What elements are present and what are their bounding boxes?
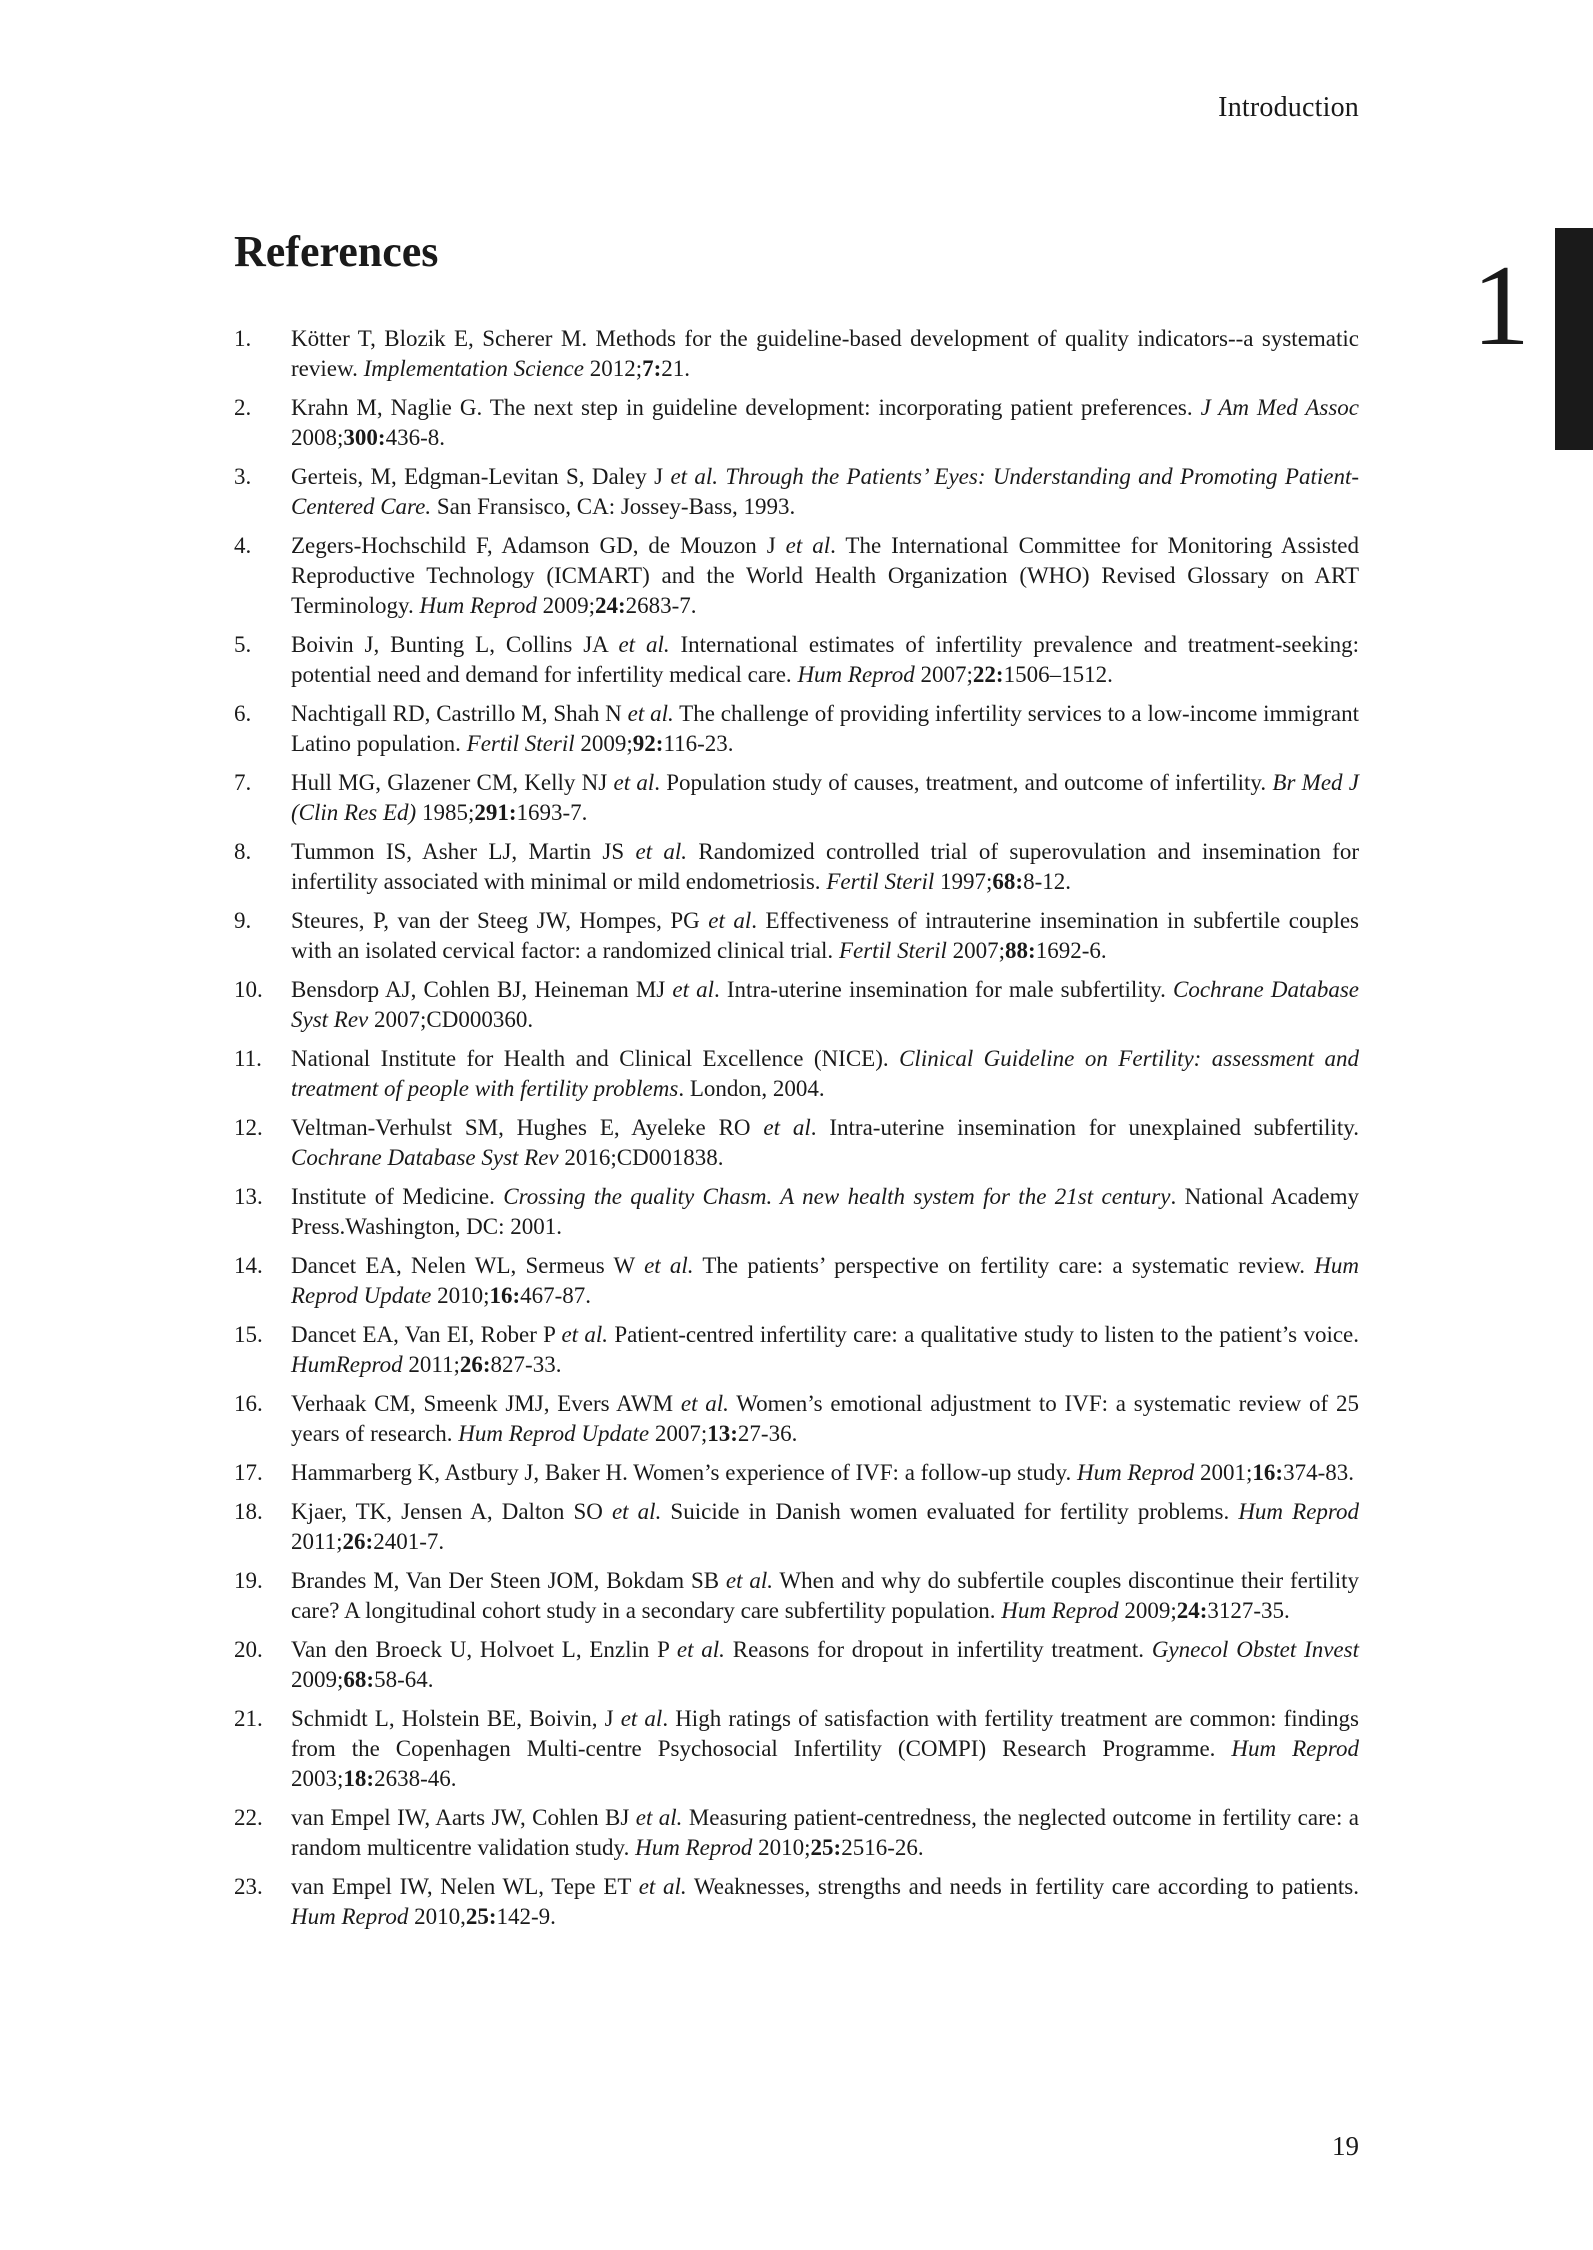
reference-text: . High ratings of satisfaction with fertility treatment are common: findings from the Copenhagen Multi-centre Psychosocial Infertility (COMPI) Research Programme. [291,1705,1359,1761]
reference-number: 8. [234,838,252,864]
reference-text: Weaknesses, strengths and needs in fertility care according to patients. [686,1873,1359,1899]
reference-text: Bensdorp AJ, Cohlen BJ, Heineman MJ [291,976,673,1002]
reference-text: 2007; [649,1420,708,1446]
reference-volume: 24: [594,593,626,619]
reference-number: 16. [234,1390,263,1416]
reference-text: 2516-26. [841,1834,924,1860]
reference-text: 2016;CD001838. [558,1145,724,1171]
reference-text: Dancet EA, Van EI, Rober P [291,1321,562,1347]
reference-text: . Intra-uterine insemination for male subfertility. [714,976,1173,1002]
reference-text: Nachtigall RD, Castrillo M, Shah N [291,701,628,727]
reference-italic-text: et al. [618,632,670,658]
reference-volume: 25: [465,1903,497,1929]
reference-italic-text: et al. [725,1567,773,1593]
reference-number: 5. [234,632,252,658]
reference-text: 142-9. [496,1903,556,1929]
reference-volume: 16: [1252,1459,1284,1485]
reference-item [234,1635,1359,1695]
reference-number: 20. [234,1636,263,1662]
reference-text: International estimates of infertility prevalence and treatment-seeking: potential need and demand for infertility medical care. [291,632,1360,688]
chapter-tab-marker [1555,228,1593,450]
reference-text: 2001; [1194,1459,1253,1485]
reference-text: Suicide in Danish women evaluated for fertility problems. [661,1498,1239,1524]
reference-text: 1985; [416,800,475,826]
reference-text: van Empel IW, Nelen WL, Tepe ET [291,1873,639,1899]
reference-volume: 26: [342,1528,374,1554]
reference-text: . The International Committee for Monitoring Assisted Reproductive Technology (ICMART) and the World Health Organization (WHO) Revised Glossary on ART Terminology. [291,532,1359,619]
reference-italic-text: Hum Reprod [797,662,915,688]
reference-italic-text: et al. Through the Patients’ Eyes: Understanding and Promoting Patient-Centered Care. [291,463,1359,520]
reference-text: Patient-centred infertility care: a qualitative study to listen to the patient’s voice. [608,1321,1360,1347]
reference-item [234,1113,1359,1173]
reference-text: Reasons for dropout in infertility treatment. [724,1636,1152,1662]
reference-text: 2003; [291,1765,344,1791]
reference-text: 1506–1512. [1003,662,1113,688]
reference-text: 2011; [291,1528,343,1554]
reference-italic-text: Crossing the quality Chasm. A new health system for the 21st century [503,1183,1171,1209]
reference-text: 436-8. [385,425,445,451]
reference-italic-text: et al. [611,1498,662,1524]
reference-item [234,531,1359,621]
reference-text: Kötter T, Blozik E, Scherer M. Methods for the guideline-based development of quality indicators--a systematic review. [291,326,1359,382]
reference-number: 1. [234,326,252,351]
reference-text: Brandes M, Van Der Steen JOM, Bokdam SB [291,1567,726,1593]
reference-italic-text: et al. [676,1636,725,1662]
reference-number: 4. [234,532,252,558]
reference-number: 13. [234,1183,263,1209]
reference-text: Zegers-Hochschild F, Adamson GD, de Mouzon J [291,532,786,558]
reference-text: Institute of Medicine. [291,1183,504,1209]
reference-number: 2. [234,394,252,420]
reference-italic-text: Hum Reprod [1001,1597,1119,1623]
reference-item [234,393,1359,453]
reference-item [234,1044,1359,1104]
reference-text: 116-23. [663,731,734,757]
reference-number: 12. [234,1114,263,1140]
reference-text: Steures, P, van der Steeg JW, Hompes, PG [291,907,709,933]
reference-text: National Institute for Health and Clinical Excellence (NICE). [291,1045,900,1071]
reference-text: Hull MG, Glazener CM, Kelly NJ [291,770,614,795]
reference-text: 58-64. [374,1666,434,1692]
reference-text: . London, 2004. [678,1076,825,1102]
reference-text: 2009; [574,731,633,757]
reference-text: 374-83. [1283,1459,1355,1485]
reference-volume: 18: [343,1765,375,1791]
reference-text: 2008; [291,425,344,451]
reference-italic-text: Fertil Steril [826,869,935,895]
reference-text: When and why do subfertile couples discontinue their fertility care? A longitudinal cohort study in a secondary care subfertility population. [291,1567,1359,1623]
reference-number: 7. [234,770,252,795]
reference-italic-text: et al. [680,1390,729,1416]
reference-text: 2010, [408,1903,466,1929]
reference-item [234,1251,1359,1311]
reference-number: 3. [234,463,252,489]
reference-text: van Empel IW, Aarts JW, Cohlen BJ [291,1804,636,1830]
reference-text: Van den Broeck U, Holvoet L, Enzlin P [291,1636,677,1662]
reference-text: Women’s emotional adjustment to IVF: a systematic review of 25 years of research. [291,1390,1359,1446]
reference-number: 19. [234,1567,263,1593]
reference-text: Tummon IS, Asher LJ, Martin JS [291,838,636,864]
reference-number: 14. [234,1252,263,1278]
reference-italic-text: Cochrane Database Syst Rev [291,976,1359,1033]
reference-text: 2007; [946,938,1006,964]
reference-text: Krahn M, Naglie G. The next step in guideline development: incorporating patient preferences. [291,394,1201,420]
reference-text: 2401-7. [373,1528,445,1554]
reference-item [234,837,1359,897]
reference-italic-text: HumReprod [291,1351,403,1377]
reference-text: Dancet EA, Nelen WL, Sermeus W [291,1252,645,1278]
reference-item [234,768,1359,828]
reference-italic-text: Hum Reprod Update [291,1252,1359,1308]
reference-italic-text: Hum Reprod [1238,1498,1359,1524]
reference-number: 11. [234,1045,262,1071]
reference-text: Veltman-Verhulst SM, Hughes E, Ayeleke RO [291,1114,764,1140]
reference-number: 17. [234,1459,263,1485]
reference-italic-text: Implementation Science [363,356,584,382]
reference-text: 1693-7. [516,800,588,826]
reference-text: Boivin J, Bunting L, Collins JA [291,632,619,658]
reference-italic-text: et al [763,1114,811,1140]
reference-text: 2009; [1118,1597,1177,1623]
reference-text: 2638-46. [374,1765,457,1791]
reference-item [234,1566,1359,1626]
reference-italic-text: Br Med J (Clin Res Ed) [291,770,1359,826]
reference-text: 2011; [402,1351,460,1377]
reference-number: 9. [234,907,252,933]
reference-volume: 22: [972,662,1004,688]
reference-italic-text: et al. [635,838,688,864]
reference-italic-text: Fertil Steril [838,938,947,964]
reference-number: 15. [234,1321,263,1347]
reference-text: . National Academy Press.Washington, DC: 2001. [291,1183,1359,1239]
reference-text: 2007; [914,662,973,688]
reference-list [234,324,1359,1941]
reference-text: . Population study of causes, treatment, and outcome of infertility. [654,770,1273,795]
reference-volume: 88: [1005,938,1036,964]
reference-italic-text: Hum Reprod [419,593,537,619]
reference-text: 2009; [536,593,595,619]
reference-text: The patients’ perspective on fertility care: a systematic review. [693,1252,1315,1278]
reference-italic-text: et al. [635,1804,683,1830]
reference-volume: 24: [1176,1597,1208,1623]
reference-text: Gerteis, M, Edgman-Levitan S, Daley J [291,463,671,489]
reference-text: 467-87. [520,1282,592,1308]
reference-volume: 291: [474,800,517,826]
reference-italic-text: Hum Reprod [1231,1735,1359,1761]
reference-text: 2683-7. [625,593,697,619]
reference-italic-text: Hum Reprod [1076,1459,1195,1485]
running-head: Introduction [1218,92,1359,123]
reference-item [234,324,1359,384]
reference-italic-text: et al [613,770,655,795]
reference-volume: 26: [459,1351,491,1377]
reference-volume: 68: [992,869,1024,895]
reference-number: 18. [234,1498,263,1524]
reference-italic-text: et al [708,907,752,933]
page-number: 19 [1332,2131,1359,2161]
reference-volume: 92: [632,731,664,757]
reference-number: 23. [234,1873,263,1899]
reference-volume: 7: [642,356,662,382]
reference-italic-text: Cochrane Database Syst Rev [291,1145,559,1171]
reference-volume: 25: [810,1834,842,1860]
reference-item [234,975,1359,1035]
reference-text: 2010; [752,1834,811,1860]
reference-text: 827-33. [490,1351,562,1377]
reference-italic-text: Clinical Guideline on Fertility: assessment and treatment of people with fertility problems [291,1045,1359,1102]
reference-item [234,1497,1359,1557]
reference-text: 2012; [583,356,643,382]
reference-text: 2010; [431,1282,490,1308]
reference-number: 22. [234,1804,263,1830]
reference-text: 8-12. [1023,869,1072,895]
reference-text: 2007;CD000360. [368,1007,534,1033]
reference-text: 27-36. [737,1420,798,1446]
reference-number: 21. [234,1705,263,1731]
reference-italic-text: Hum Reprod [635,1834,753,1860]
reference-item [234,1458,1359,1488]
reference-text: The challenge of providing infertility services to a low-income immigrant Latino population. [291,701,1359,757]
reference-text: Kjaer, TK, Jensen A, Dalton SO [291,1498,612,1524]
reference-text: 1692-6. [1035,938,1107,964]
reference-item [234,1182,1359,1242]
reference-italic-text: et al [620,1705,663,1731]
reference-italic-text: Hum Reprod [291,1903,409,1929]
reference-text: 1997; [934,869,993,895]
reference-italic-text: Hum Reprod Update [458,1420,650,1446]
chapter-number: 1 [1472,242,1530,370]
reference-text: . Effectiveness of intrauterine insemination in subfertile couples with an isolated cervical factor: a randomized clinical trial. [291,907,1359,964]
reference-item [234,1704,1359,1794]
reference-text: 3127-35. [1207,1597,1290,1623]
reference-italic-text: et al. [638,1873,687,1899]
reference-text: Hammarberg K, Astbury J, Baker H. Women’s experience of IVF: a follow-up study. [291,1459,1077,1485]
reference-italic-text: J Am Med Assoc [1200,394,1359,420]
reference-italic-text: Fertil Steril [466,731,575,757]
reference-text: 21. [661,356,690,382]
reference-item [234,1320,1359,1380]
reference-italic-text: et al. [561,1321,609,1347]
reference-italic-text: et al. [627,701,674,727]
reference-text: Randomized controlled trial of superovulation and insemination for infertility associated with minimal or mild endometriosis. [291,838,1359,895]
reference-text: Verhaak CM, Smeenk JMJ, Evers AWM [291,1390,681,1416]
reference-italic-text: et al. [644,1252,694,1278]
reference-item [234,906,1359,966]
reference-text: 2009; [291,1666,344,1692]
reference-item [234,1389,1359,1449]
reference-text: Measuring patient-centredness, the neglected outcome in fertility care: a random multicentre validation study. [291,1804,1359,1860]
reference-item [234,1803,1359,1863]
section-title: References [234,227,439,276]
reference-item [234,462,1359,522]
reference-italic-text: et al [672,976,715,1002]
reference-text: Schmidt L, Holstein BE, Boivin, J [291,1705,621,1731]
reference-item [234,1872,1359,1932]
reference-volume: 13: [707,1420,738,1446]
reference-number: 10. [234,976,263,1002]
reference-volume: 300: [343,425,386,451]
reference-text: . Intra-uterine insemination for unexplained subfertility. [810,1114,1359,1140]
reference-italic-text: Gynecol Obstet Invest [1151,1636,1359,1662]
reference-volume: 68: [343,1666,375,1692]
reference-number: 6. [234,701,252,727]
reference-text: San Fransisco, CA: Jossey-Bass, 1993. [431,494,796,520]
reference-italic-text: et al [785,532,831,558]
reference-volume: 16: [489,1282,521,1308]
reference-item [234,630,1359,690]
reference-item [234,699,1359,759]
